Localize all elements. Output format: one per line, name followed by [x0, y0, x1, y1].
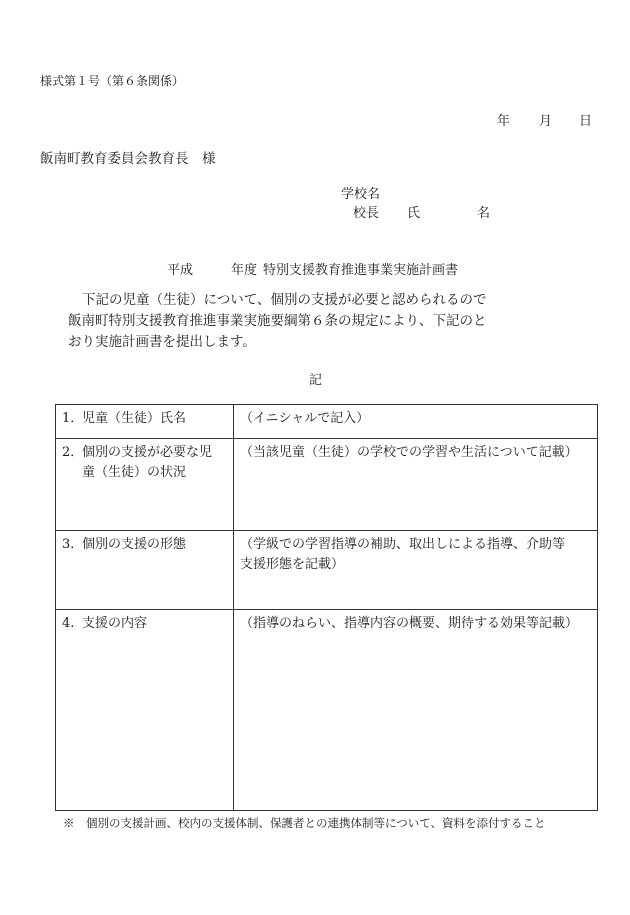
row-content-cell[interactable]	[234, 405, 598, 439]
date-day-label: 日	[579, 114, 593, 129]
row-number: 2．	[62, 445, 84, 460]
plan-table	[55, 404, 598, 811]
row-content-cell[interactable]	[234, 439, 598, 531]
table-row	[56, 439, 598, 531]
addressee: 飯南町教育委員会教育長 様	[40, 151, 216, 167]
row-content-hint-continued: 支援形態を記載）	[240, 557, 345, 572]
row-label: 児童（生徒）氏名	[82, 411, 187, 426]
row-content-cell[interactable]	[234, 531, 598, 610]
principal-name-label-2: 名	[477, 206, 491, 221]
body-line-3: おり実施計画書を提出します。	[68, 334, 256, 350]
row-number: 4.	[62, 616, 75, 631]
table-row	[56, 405, 598, 439]
row-label-cell	[56, 439, 234, 531]
form-number: 様式第１号（第６条関係）	[40, 74, 185, 88]
table-row	[56, 531, 598, 610]
row-label-cell	[56, 405, 234, 439]
title-era: 平成	[167, 263, 194, 278]
principal-name-label: 氏	[407, 206, 421, 221]
document-title: 特別支援教育推進事業実施計画書	[263, 263, 459, 278]
row-content-hint: （当該児童（生徒）の学校での学習や生活について記載）	[240, 445, 578, 460]
row-content-hint: （イニシャルで記入）	[240, 411, 370, 426]
row-content-hint: （学級での学習指導の補助、取出しによる指導、介助等	[240, 537, 566, 552]
title-fiscal-year: 年度	[231, 263, 258, 278]
footnote: ※ 個別の支援計画、校内の支援体制、保護者との連携体制等について、資料を添付すること	[63, 816, 546, 830]
body-line-2: 飯南町特別支援教育推進事業実施要綱第６条の規定により、下記のと	[68, 313, 487, 329]
row-number: 3．	[62, 537, 84, 552]
row-label: 個別の支援の形態	[82, 537, 187, 552]
row-content-cell[interactable]	[234, 610, 598, 811]
principal-title: 校長	[353, 206, 380, 221]
ki-heading: 記	[309, 373, 323, 388]
row-label: 個別の支援が必要な児	[82, 445, 213, 460]
row-label-cell	[56, 531, 234, 610]
body-paragraph	[68, 290, 508, 353]
row-label-cell	[56, 610, 234, 811]
row-label: 支援の内容	[82, 616, 148, 631]
row-label-continued: 童（生徒）の状況	[82, 465, 187, 480]
body-line-1: 下記の児童（生徒）について、個別の支援が必要と認められるので	[82, 292, 487, 308]
row-content-hint: （指導のねらい、指導内容の概要、期待する効果等記載）	[240, 616, 579, 631]
date-month-label: 月	[539, 114, 553, 129]
school-name-label: 学校名	[341, 187, 381, 202]
table-row	[56, 610, 598, 811]
row-number: 1．	[62, 411, 84, 426]
date-year-label: 年	[497, 114, 511, 129]
